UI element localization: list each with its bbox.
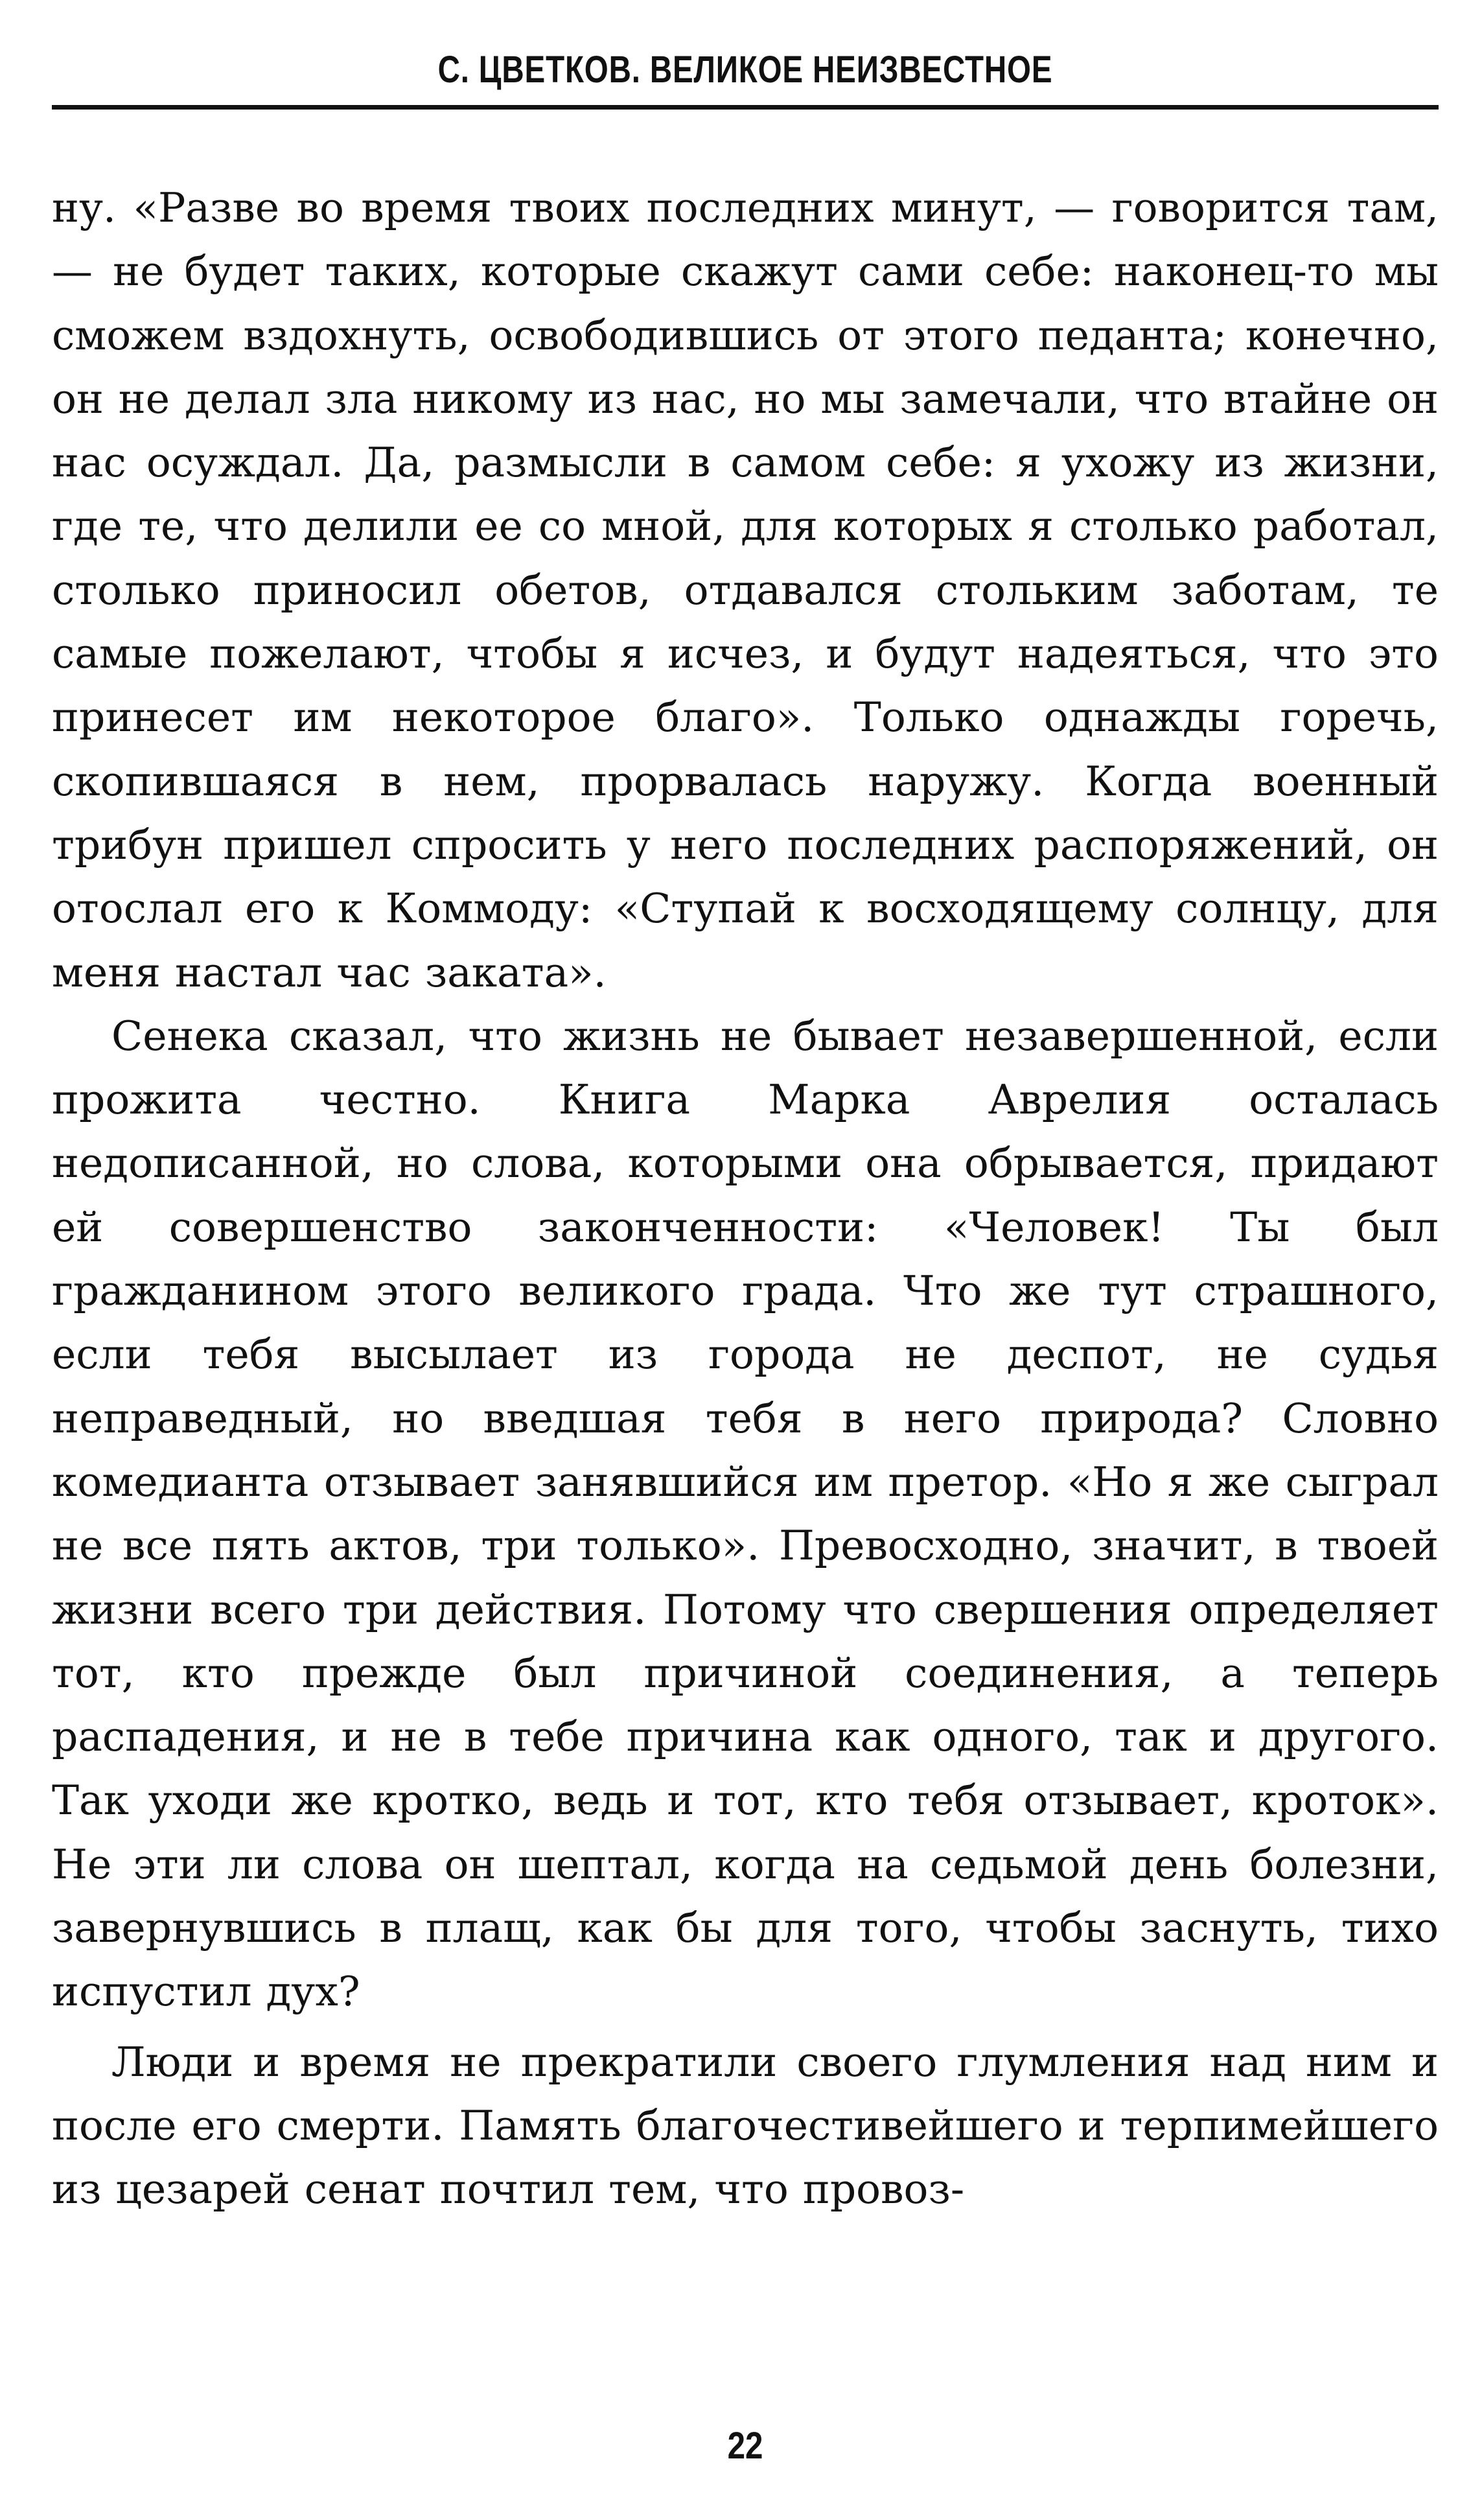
paragraph-3: Люди и время не прекратили своего глумления над ним и после его смерти. Память благочестивейшего и терпимейшего из цезарей сенат почтил тем, что провоз- [52,2038,1439,2213]
book-page [52,26,1439,2489]
paragraph-2: Сенека сказал, что жизнь не бывает незавершенной, если прожита честно. Книга Марка Аврелия осталась недописанной, но слова, которыми она обрывается, придают ей совершенство законченности: «Человек! Ты был гражданином этого великого града. Что же тут страшного, если тебя высылает из города не деспот, не судья неправедный, но введшая тебя в него природа? Словно комедианта отзывает занявшийся им претор. «Но я же сыграл не все пять актов, три только». Превосходно, значит, в твоей жизни всего три действия. Потому что свершения определяет тот, кто прежде был причиной соединения, а теперь распадения, и не в тебе причина как одного, так и другого. Так уходи же кротко, ведь и тот, кто тебя отзывает, кроток». Не эти ли слова он шептал, когда на седьмой день болезни, завернувшись в плащ, как бы для того, чтобы заснуть, тихо испустил дух? [52,1012,1439,2016]
paragraph-1: ну. «Разве во время твоих последних минут, — говорится там, — не будет таких, которые скажут сами себе: наконец-то мы сможем вздохнуть, освободившись от этого педанта; конечно, он не делал зла никому из нас, но мы замечали, что втайне он нас осуждал. Да, размысли в самом себе: я ухожу из жизни, где те, что делили ее со мной, для которых я столько работал, столько приносил обетов, отдавался стольким заботам, те самые пожелают, чтобы я исчез, и будут надеяться, что это принесет им некоторое благо». Только однажды горечь, скопившаяся в нем, прорвалась наружу. Когда военный трибун пришел спросить у него последних распоряжений, он отослал его к Коммоду: «Ступай к восходящему солнцу, для меня настал час заката». [52,184,1439,996]
page-number: 22 [727,2425,763,2467]
body-text [52,176,1439,2222]
header-rule [52,105,1439,110]
running-head: С. ЦВЕТКОВ. ВЕЛИКОЕ НЕИЗВЕСТНОЕ [437,49,1053,91]
